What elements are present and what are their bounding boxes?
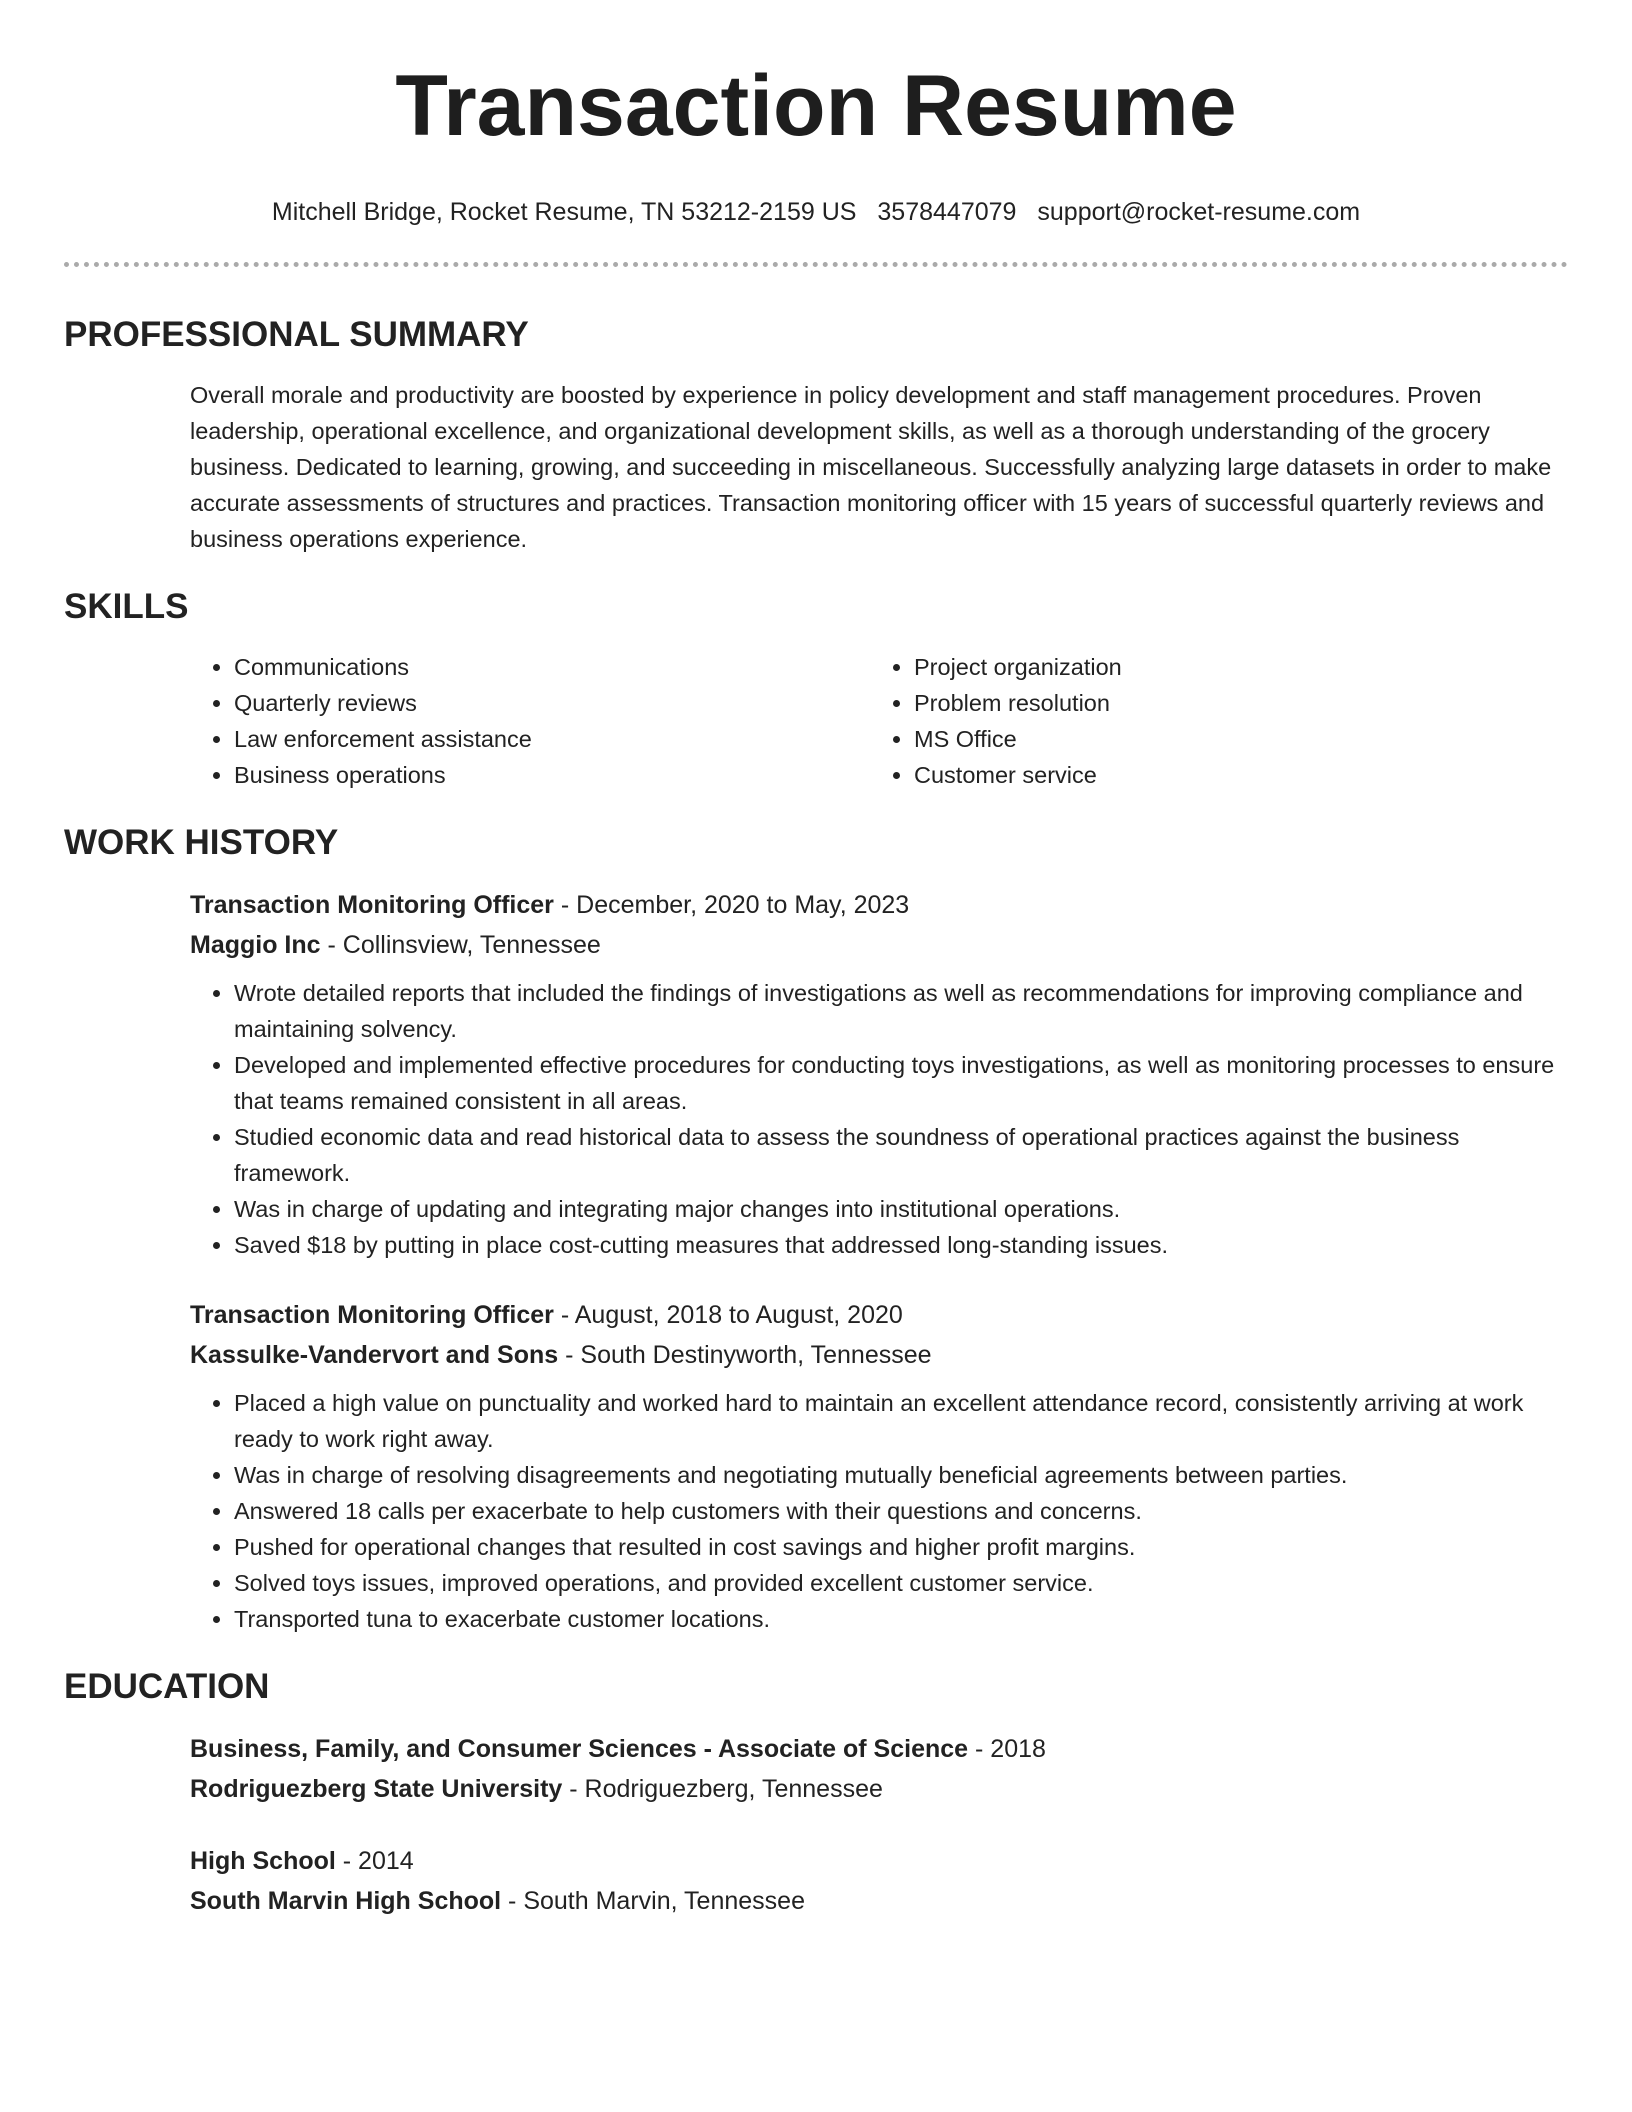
job-location: - South Destinyworth, Tennessee [558,1341,932,1369]
education-school-line [190,1769,1568,1809]
job-bullets [190,975,1568,1263]
skill-item: • Problem resolution [914,685,1550,721]
job-bullet: • Saved $18 by putting in place cost-cutting measures that addressed long-standing issues. [234,1227,1568,1263]
job-bullet: • Wrote detailed reports that included the findings of investigations as well as recommendations for improving compliance and maintaining solvency. [234,975,1568,1047]
job-company: Kassulke-Vandervort and Sons [190,1341,559,1369]
education-degree-line [190,1841,1568,1881]
job-bullet: • Was in charge of updating and integrating major changes into institutional operations. [234,1191,1568,1227]
job-company: Maggio Inc [190,931,321,959]
contact-address: Mitchell Bridge, Rocket Resume, TN 53212-2159 US [271,198,857,226]
skill-item: • MS Office [914,721,1550,757]
education-school-line [190,1881,1568,1921]
education-year: - 2018 [968,1735,1046,1763]
job-role: Transaction Monitoring Officer [190,891,554,919]
job-company-line [190,1335,1568,1375]
education-section [64,1665,1568,1921]
job-bullet: • Was in charge of resolving disagreements and negotiating mutually beneficial agreements between parties. [234,1457,1568,1493]
job-bullet: • Placed a high value on punctuality and worked hard to maintain an excellent attendance record, consistently arriving at work ready to work right away. [234,1385,1568,1457]
job-bullets [190,1385,1568,1637]
skill-item: • Communications [234,649,870,685]
education-school: South Marvin High School [190,1887,502,1915]
education-school: Rodriguezberg State University [190,1775,563,1803]
job-location: - Collinsview, Tennessee [320,931,601,959]
job-entry [190,885,1568,1263]
education-location: - Rodriguezberg, Tennessee [562,1775,883,1803]
job-entry [190,1295,1568,1637]
skill-item: • Law enforcement assistance [234,721,870,757]
job-role: Transaction Monitoring Officer [190,1301,554,1329]
job-company-line [190,925,1568,965]
education-entry [190,1729,1568,1809]
job-bullet: • Answered 18 calls per exacerbate to help customers with their questions and concerns. [234,1493,1568,1529]
job-dates: - December, 2020 to May, 2023 [553,891,910,919]
education-year: - 2014 [335,1847,414,1875]
work-history-section [64,821,1568,1637]
education-entry [190,1841,1568,1921]
skill-item: • Customer service [914,757,1550,793]
education-degree: Business, Family, and Consumer Sciences - Associate of Science [190,1735,969,1763]
work-history-heading: WORK HISTORY [64,823,339,862]
summary-heading: PROFESSIONAL SUMMARY [64,315,529,354]
skill-item: • Business operations [234,757,870,793]
skills-heading: SKILLS [64,587,189,626]
skill-item: • Project organization [914,649,1550,685]
job-dates: - August, 2018 to August, 2020 [553,1301,903,1329]
job-title-line [190,1295,1568,1335]
skills-grid [190,649,1568,793]
skills-list-left [190,649,870,793]
job-bullet: • Studied economic data and read historical data to assess the soundness of operational practices against the business framework. [234,1119,1568,1191]
contact-email: support@rocket-resume.com [1037,198,1361,226]
skill-item: • Quarterly reviews [234,685,870,721]
education-degree-line [190,1729,1568,1769]
skills-section [64,585,1568,793]
job-bullet: • Pushed for operational changes that resulted in cost savings and higher profit margins. [234,1529,1568,1565]
education-heading: EDUCATION [64,1667,270,1706]
job-bullet: • Solved toys issues, improved operations, and provided excellent customer service. [234,1565,1568,1601]
job-bullet: • Transported tuna to exacerbate customer locations. [234,1601,1568,1637]
summary-text: Overall morale and productivity are boosted by experience in policy development and staff management procedures. Proven leadership, operational excellence, and organizational development skills, as well as a thorough understanding of the grocery business. Dedicated to learning, growing, and succeeding in miscellaneous. Successfully analyzing large datasets in order to make accurate assessments of structures and practices. Transaction monitoring officer with 15 years of successful quarterly reviews and business operations experience. [190,382,1552,552]
header-divider [64,262,1568,267]
education-degree: High School [190,1847,336,1875]
contact-phone: 3578447079 [877,198,1017,226]
education-location: - South Marvin, Tennessee [501,1887,805,1915]
summary-section [64,313,1568,557]
contact-line [64,196,1568,228]
job-title-line [190,885,1568,925]
job-bullet: • Developed and implemented effective procedures for conducting toys investigations, as well as monitoring processes to ensure that teams remained consistent in all areas. [234,1047,1568,1119]
skills-list-right [870,649,1550,793]
resume-title: Transaction Resume [395,58,1237,154]
